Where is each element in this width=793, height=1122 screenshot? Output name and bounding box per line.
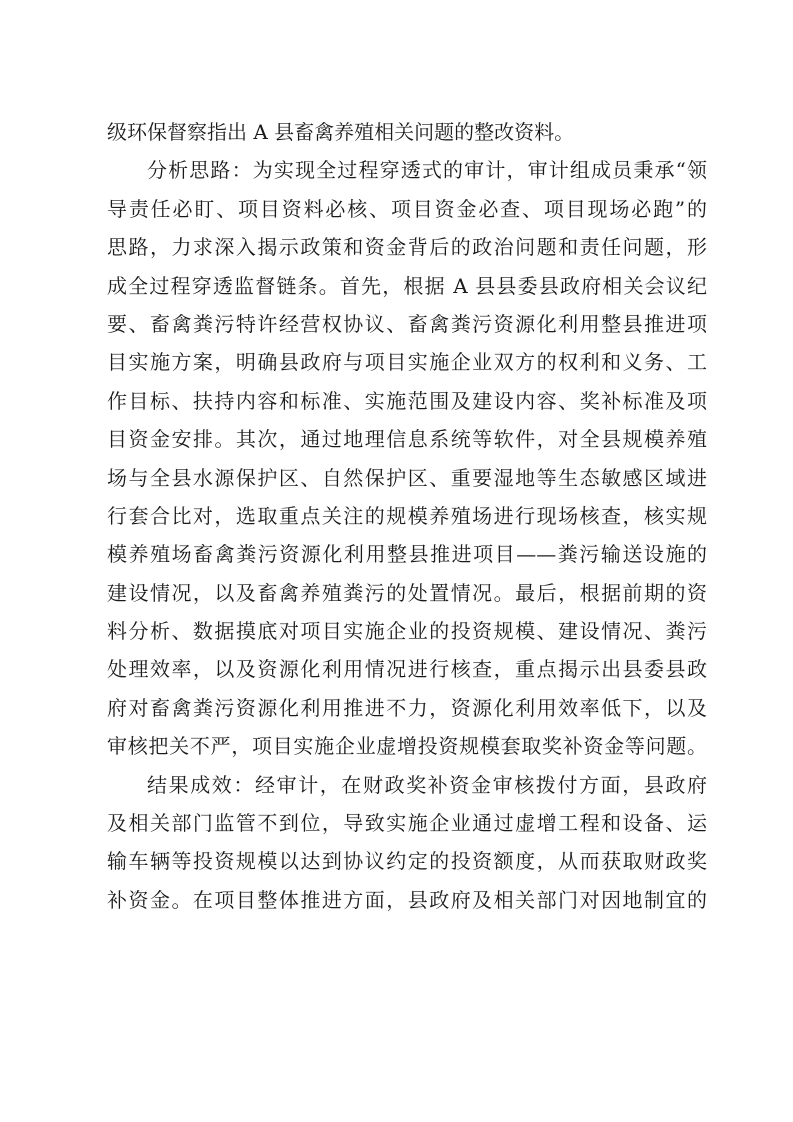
text-line: 目资金安排。其次，通过地理信息系统等软件，对全县规模养殖: [107, 427, 707, 452]
text-line: 成全过程穿透监督链条。首先，根据 A 县县委县政府相关会议纪: [107, 273, 707, 298]
text-line: 作目标、扶持内容和标准、实施范围及建设内容、奖补标准及项: [107, 388, 707, 413]
text-line: 府对畜禽粪污资源化利用推进不力，资源化利用效率低下，以及: [107, 695, 707, 720]
text-line: 建设情况，以及畜禽养殖粪污的处置情况。最后，根据前期的资: [107, 580, 707, 605]
text-line: 料分析、数据摸底对项目实施企业的投资规模、建设情况、粪污: [107, 619, 707, 644]
text-line: 思路，力求深入揭示政策和资金背后的政治问题和责任问题，形: [107, 235, 707, 260]
text-line: 级环保督察指出 A 县畜禽养殖相关问题的整改资料。: [107, 120, 575, 144]
text-line: 处理效率，以及资源化利用情况进行核查，重点揭示出县委县政: [107, 657, 707, 682]
paragraph-results-start: 结果成效：经审计，在财政奖补资金审核拨付方面，县政府: [147, 772, 707, 797]
body-text: [107, 113, 707, 919]
text-line: 行套合比对，选取重点关注的规模养殖场进行现场核查，核实规: [107, 503, 707, 528]
text-line: 输车辆等投资规模以达到协议约定的投资额度，从而获取财政奖: [107, 849, 707, 874]
text-line: 要、畜禽粪污特许经营权协议、畜禽粪污资源化利用整县推进项: [107, 311, 707, 336]
paragraph-analysis-start: 分析思路：为实现全过程穿透式的审计，审计组成员秉承“领: [147, 158, 707, 183]
text-line: 导责任必盯、项目资料必核、项目资金必查、项目现场必跑”的: [107, 196, 707, 221]
text-line: 补资金。在项目整体推进方面，县政府及相关部门对因地制宜的: [107, 887, 707, 912]
text-line: 模养殖场畜禽粪污资源化利用整县推进项目——粪污输送设施的: [107, 542, 707, 567]
text-line: 及相关部门监管不到位，导致实施企业通过虚增工程和设备、运: [107, 811, 707, 836]
text-line: 审核把关不严，项目实施企业虚增投资规模套取奖补资金等问题。: [107, 734, 707, 759]
text-line: 场与全县水源保护区、自然保护区、重要湿地等生态敏感区域进: [107, 465, 707, 490]
text-line: 目实施方案，明确县政府与项目实施企业双方的权利和义务、工: [107, 350, 707, 375]
